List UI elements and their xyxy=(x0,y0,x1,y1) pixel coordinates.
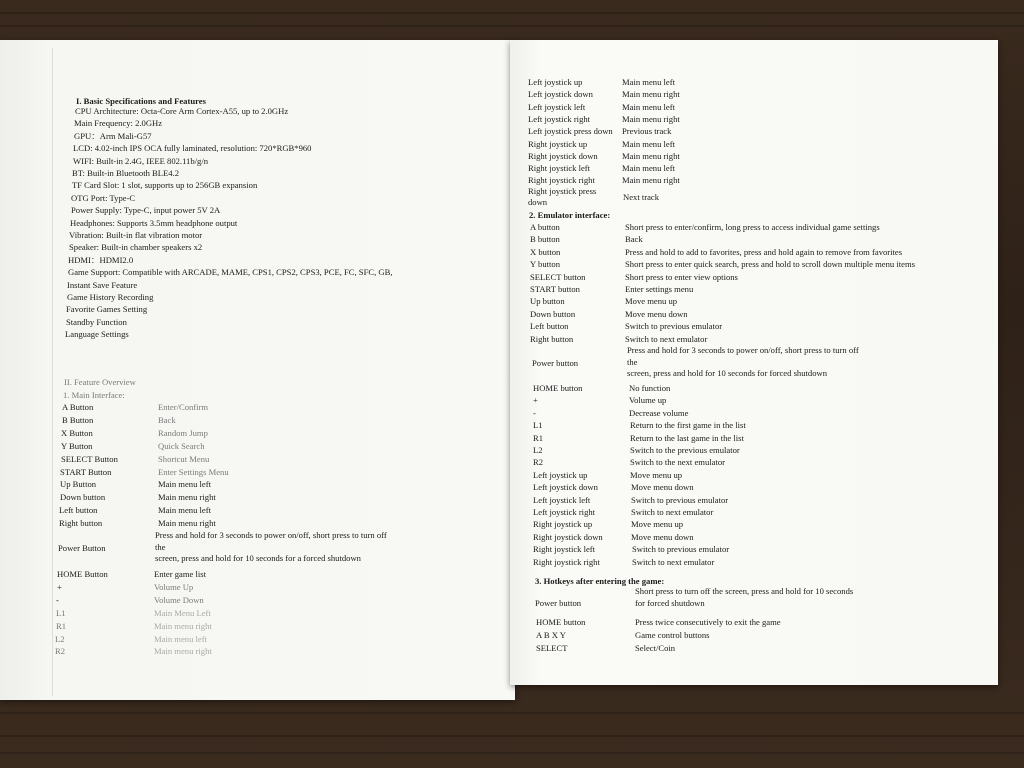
control-function: Game control buttons xyxy=(635,629,710,640)
control-function: Main menu left xyxy=(622,138,675,149)
control-label: Right joystick down xyxy=(528,150,598,161)
control-label: R1 xyxy=(56,620,67,631)
control-function: Return to the first game in the list xyxy=(630,420,746,431)
control-function: Switch to next emulator xyxy=(625,333,708,344)
control-label: X Button xyxy=(61,427,93,438)
control-function: Main menu right xyxy=(622,89,680,100)
control-function: Main menu right xyxy=(622,150,680,161)
control-label: Right joystick left xyxy=(528,163,591,174)
control-label: + xyxy=(57,581,62,592)
control-label: Left button xyxy=(530,321,569,332)
emulator-interface-heading: 2. Emulator interface: xyxy=(529,210,611,220)
control-function: Decrease volume xyxy=(629,407,689,418)
control-label: HOME button xyxy=(533,383,583,393)
control-label: Right joystick up xyxy=(528,138,588,149)
spec-line: WIFI: Built-in 2.4G, IEEE 802.11b/g/n xyxy=(73,155,209,166)
control-function: Back xyxy=(158,414,176,425)
main-interface-heading: 1. Main Interface: xyxy=(63,390,125,400)
control-label: B Button xyxy=(62,414,94,425)
control-label: R1 xyxy=(533,432,544,443)
spec-line: Game History Recording xyxy=(67,292,154,302)
control-function: Main menu right xyxy=(622,113,680,124)
control-function: Return to the last game in the list xyxy=(630,432,744,443)
control-label: A Button xyxy=(62,402,94,412)
control-function: No function xyxy=(629,383,671,393)
control-function: Move menu up xyxy=(630,469,683,480)
control-label: Right joystick right xyxy=(528,175,595,186)
spec-line: Favorite Games Setting xyxy=(66,304,148,315)
control-label: Right button xyxy=(59,518,103,529)
control-label: START button xyxy=(530,284,580,294)
control-label: Y Button xyxy=(61,440,93,451)
control-function: Switch to next emulator xyxy=(631,507,714,517)
control-label: L2 xyxy=(533,445,543,455)
control-function: Move menu down xyxy=(631,531,694,542)
spec-line: GPU：Arm Mali-G57 xyxy=(74,130,152,141)
spec-line: Main Frequency: 2.0GHz xyxy=(74,118,163,129)
page-fold-line xyxy=(52,48,53,696)
control-label: Power button xyxy=(535,598,582,608)
power-description-line: for forced shutdown xyxy=(635,597,705,608)
control-label: Y button xyxy=(530,259,560,270)
control-function: Switch to previous emulator xyxy=(632,544,730,555)
control-function: Main menu left xyxy=(622,77,675,87)
spec-line: CPU Architecture: Octa-Core Arm Cortex-A55, up to 2.0GHz xyxy=(75,106,289,116)
hotkeys-heading: 3. Hotkeys after entering the game: xyxy=(535,576,665,586)
power-description-line: the xyxy=(627,356,638,367)
control-label: L2 xyxy=(55,633,65,644)
control-function: Short press to enter view options xyxy=(625,271,738,282)
spec-line: OTG Port: Type-C xyxy=(71,192,136,203)
spec-line: Language Settings xyxy=(65,329,129,340)
control-label: - xyxy=(533,407,536,418)
control-function: Switch to next emulator xyxy=(632,556,715,567)
spec-line: TF Card Slot: 1 slot, supports up to 256GB expansion xyxy=(72,180,258,191)
control-label: Up Button xyxy=(60,479,97,490)
control-function: Switch to previous emulator xyxy=(631,494,729,505)
spec-line: Standby Function xyxy=(66,316,127,327)
control-function: Main menu left xyxy=(154,633,207,644)
control-label: START Button xyxy=(60,466,112,477)
control-function: Main menu left xyxy=(158,479,211,490)
control-function: Press and hold to add to favorites, press and hold again to remove from favorites xyxy=(625,246,903,257)
control-label: Left joystick left xyxy=(528,101,586,112)
control-function: Enter/Confirm xyxy=(158,402,209,412)
control-function: Main menu right xyxy=(158,518,216,529)
power-description-line: Short press to turn off the screen, press and hold for 10 seconds xyxy=(635,586,854,596)
power-description-line: the xyxy=(155,541,166,552)
control-function: Main menu right xyxy=(154,646,212,657)
control-function: Select/Coin xyxy=(635,642,676,653)
control-label: Left joystick right xyxy=(528,113,591,124)
control-function: Switch to the next emulator xyxy=(630,457,725,468)
control-label: Left joystick press down xyxy=(528,126,613,137)
control-function: Enter settings menu xyxy=(625,284,694,294)
control-function: Main menu right xyxy=(154,620,212,631)
control-function: Main menu left xyxy=(158,505,211,516)
control-label: A B X Y xyxy=(536,629,567,640)
control-label: SELECT xyxy=(536,642,568,653)
spec-line: Vibration: Built-in flat vibration motor xyxy=(69,230,203,240)
control-label: A button xyxy=(530,222,560,232)
spec-line: Instant Save Feature xyxy=(67,279,138,290)
control-label: Down button xyxy=(530,308,576,319)
control-function: Back xyxy=(625,234,643,245)
power-description-line: screen, press and hold for 10 seconds for forced shutdown xyxy=(627,368,827,378)
control-label: HOME button xyxy=(536,617,586,627)
power-description-line: screen, press and hold for 10 seconds for a forced shutdown xyxy=(155,553,361,563)
control-function: Move menu up xyxy=(631,519,684,530)
control-function: Main menu right xyxy=(622,175,680,186)
control-function: Switch to the previous emulator xyxy=(630,445,740,455)
control-function: Previous track xyxy=(622,126,672,137)
spec-line: BT: Built-in Bluetooth BLE4.2 xyxy=(72,168,179,178)
control-function: Volume up xyxy=(629,395,667,406)
control-label: R2 xyxy=(533,457,544,468)
spec-line: HDMI：HDMI2.0 xyxy=(68,254,134,265)
control-label: Up button xyxy=(530,296,565,307)
control-label: down xyxy=(528,197,548,207)
spec-line: Headphones: Supports 3.5mm headphone output xyxy=(70,217,238,228)
control-label: Left joystick left xyxy=(533,494,591,505)
control-function: Press twice consecutively to exit the game xyxy=(635,617,781,627)
control-label: Right joystick press xyxy=(528,186,597,196)
control-function: Short press to enter quick search, press and hold to scroll down multiple menu items xyxy=(625,259,915,270)
section-1-heading: I. Basic Specifications and Features xyxy=(76,96,206,106)
control-function: Quick Search xyxy=(158,440,205,451)
control-function: Move menu down xyxy=(631,482,694,493)
control-label: X button xyxy=(530,246,561,257)
power-description-line: Press and hold for 3 seconds to power on/off, short press to turn off xyxy=(627,345,859,355)
control-function: Volume Up xyxy=(154,581,194,592)
control-label: Left joystick up xyxy=(533,469,588,480)
control-label: - xyxy=(56,594,59,605)
control-label: HOME Button xyxy=(57,569,108,579)
control-label: SELECT Button xyxy=(61,453,118,464)
spec-line: Power Supply: Type-C, input power 5V 2A xyxy=(71,205,221,216)
control-function: Shortcut Menu xyxy=(158,453,210,464)
control-label: Down button xyxy=(60,492,106,503)
control-function: Enter Settings Menu xyxy=(158,466,229,477)
control-label: Left joystick down xyxy=(533,482,598,493)
control-label: Left button xyxy=(59,505,98,516)
spec-line: Speaker: Built-in chamber speakers x2 xyxy=(69,242,203,253)
control-label: Left joystick up xyxy=(528,77,583,87)
section-2-heading: II. Feature Overview xyxy=(64,377,136,387)
control-label: L1 xyxy=(533,420,543,431)
control-function: Random Jump xyxy=(158,427,208,438)
control-function: Main menu left xyxy=(622,101,675,112)
control-function: Next track xyxy=(623,192,660,202)
control-label: Left joystick right xyxy=(533,507,596,517)
control-function: Main menu left xyxy=(622,163,675,174)
spec-line: Game Support: Compatible with ARCADE, MAME, CPS1, CPS2, CPS3, PCE, FC, SFC, GB, xyxy=(68,267,393,278)
control-function: Short press to enter/confirm, long press to access individual game settings xyxy=(625,222,880,232)
control-function: Enter game list xyxy=(154,569,207,579)
control-function: Move menu down xyxy=(625,308,688,319)
control-label: Right joystick right xyxy=(533,556,600,567)
control-function: Main Menu Left xyxy=(154,607,211,618)
control-function: Volume Down xyxy=(154,594,204,605)
control-label: L1 xyxy=(56,607,66,618)
control-label: Power button xyxy=(532,358,579,368)
control-label: Right joystick left xyxy=(533,544,596,555)
control-label: B button xyxy=(530,234,560,245)
power-description-line: Press and hold for 3 seconds to power on/off, short press to turn off xyxy=(155,530,387,540)
control-label: Right joystick up xyxy=(533,519,593,530)
spec-line: LCD: 4.02-inch IPS OCA fully laminated, resolution: 720*RGB*960 xyxy=(73,143,312,154)
control-label: Power Button xyxy=(58,543,106,553)
control-label: Left joystick down xyxy=(528,89,593,100)
control-label: SELECT button xyxy=(530,271,586,282)
control-label: Right button xyxy=(530,333,574,344)
control-label: R2 xyxy=(55,646,66,657)
control-function: Main menu right xyxy=(158,492,216,503)
control-function: Move menu up xyxy=(625,296,678,307)
control-label: Right joystick down xyxy=(533,531,603,542)
control-function: Switch to previous emulator xyxy=(625,321,723,332)
control-label: + xyxy=(533,395,538,406)
